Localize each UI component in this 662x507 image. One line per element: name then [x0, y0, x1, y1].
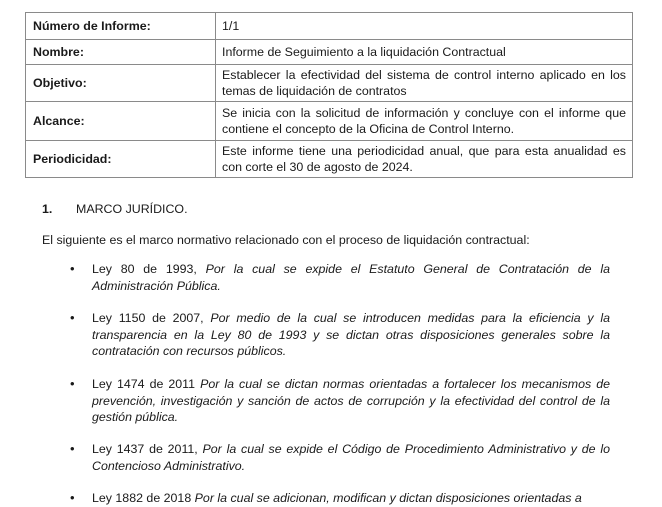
table-row [26, 40, 633, 65]
row-value: 1/1 [216, 13, 633, 40]
bullet-icon: • [70, 490, 75, 505]
law-text [92, 490, 610, 507]
law-text [92, 441, 610, 474]
bullet-icon: • [70, 310, 75, 325]
row-label: Objetivo: [26, 65, 216, 102]
bullet-icon: • [70, 261, 75, 276]
report-info-table [25, 12, 633, 178]
law-name: Ley 80 de 1993, [92, 262, 197, 276]
law-text [92, 261, 610, 294]
bullet-icon: • [70, 376, 75, 391]
table-row [26, 102, 633, 141]
bullet-icon: • [70, 441, 75, 456]
law-text [92, 310, 610, 360]
row-value: Este informe tiene una periodicidad anual, que para esta anualidad es con corte el 30 de agosto de 2024. [216, 141, 633, 178]
row-value: Informe de Seguimiento a la liquidación Contractual [216, 40, 633, 65]
row-value: Establecer la efectividad del sistema de control interno aplicado en los temas de liquidación de contratos [216, 65, 633, 102]
table-row [26, 141, 633, 178]
law-text [92, 376, 610, 426]
row-label: Alcance: [26, 102, 216, 141]
section-number: 1. [42, 202, 53, 216]
law-description: Por la cual se adicionan, modifican y dictan disposiciones orientadas a [194, 491, 582, 505]
section-title: MARCO JURÍDICO. [76, 202, 188, 216]
law-description: Por la cual se expide el Código de Procedimiento Administrativo y de lo Contencioso Administrativo. [92, 442, 610, 473]
law-name: Ley 1437 de 2011, [92, 442, 198, 456]
row-label: Número de Informe: [26, 13, 216, 40]
table-row [26, 13, 633, 40]
section-heading [42, 202, 188, 216]
law-name: Ley 1882 de 2018 [92, 491, 192, 505]
law-description: Por la cual se expide el Estatuto General de Contratación de la Administración Pública. [92, 262, 610, 293]
row-value: Se inicia con la solicitud de información y concluye con el informe que contiene el concepto de la Oficina de Control Interno. [216, 102, 633, 141]
table-row [26, 65, 633, 102]
law-description: Por la cual se dictan normas orientadas a fortalecer los mecanismos de prevención, investigación y sanción de actos de corrupción y la efectividad del control de la gestión pública. [92, 377, 611, 424]
law-name: Ley 1474 de 2011 [92, 377, 196, 391]
row-label: Nombre: [26, 40, 216, 65]
intro-paragraph: El siguiente es el marco normativo relacionado con el proceso de liquidación contractual: [42, 233, 530, 247]
law-name: Ley 1150 de 2007, [92, 311, 204, 325]
row-label: Periodicidad: [26, 141, 216, 178]
law-description: Por medio de la cual se introducen medidas para la eficiencia y la transparencia en la Ley 80 de 1993 y se dictan otras disposiciones generales sobre la contratación con recursos públicos. [92, 311, 610, 358]
